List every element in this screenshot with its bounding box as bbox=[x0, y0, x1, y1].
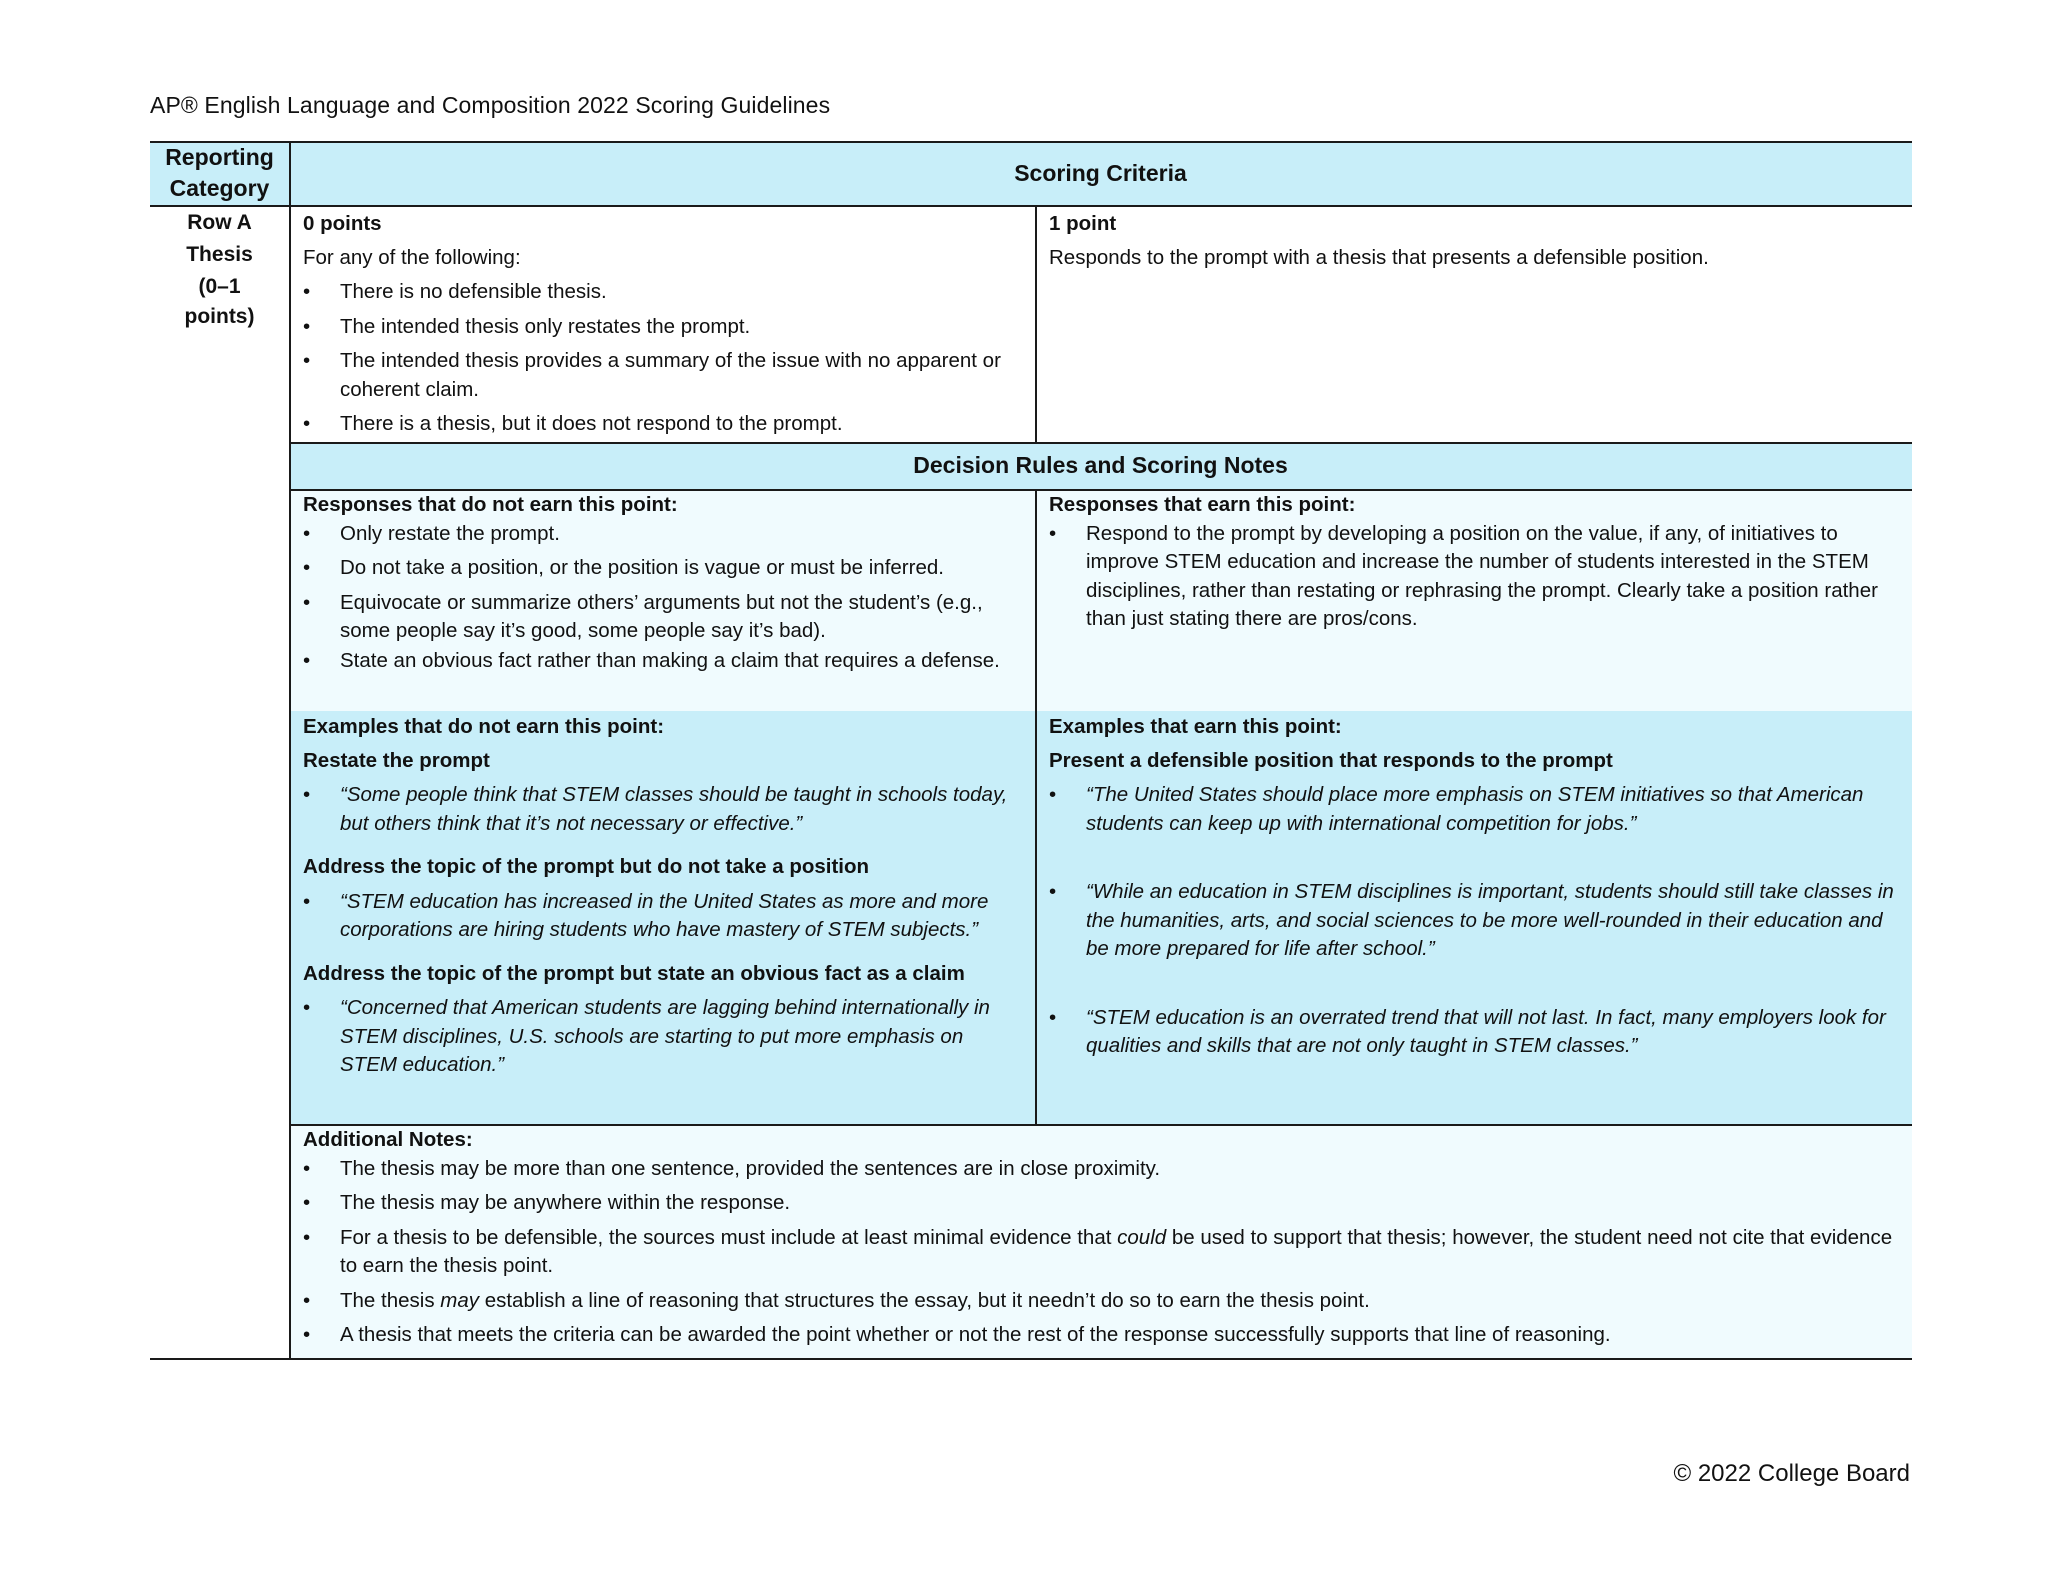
earn-cell bbox=[1035, 489, 1912, 711]
table-bottom-border bbox=[150, 1358, 1912, 1360]
additional-notes-list bbox=[303, 1155, 1899, 1350]
scoring-table bbox=[150, 141, 1912, 1359]
examples-earn-heading: Present a defensible position that responds to the prompt bbox=[1049, 748, 1613, 772]
zero-points-item: • There is no defensible thesis. bbox=[303, 278, 1022, 307]
row-label-points-2: points) bbox=[184, 305, 255, 328]
zero-points-list bbox=[303, 278, 1022, 439]
example-quote: • “The United States should place more emphasis on STEM initiatives so that American students can keep up with international competition for jobs.” bbox=[1049, 781, 1899, 838]
header-bottom-border bbox=[150, 205, 1912, 207]
example-group-heading: Restate the prompt bbox=[303, 748, 490, 772]
not-earn-title: Responses that do not earn this point: bbox=[303, 493, 678, 516]
decision-column-divider bbox=[1035, 489, 1037, 1124]
note-emphasis: may bbox=[440, 1288, 480, 1312]
reporting-category-header bbox=[150, 141, 289, 205]
examples-bottom-border bbox=[289, 1124, 1912, 1126]
zero-points-intro: For any of the following: bbox=[303, 245, 521, 269]
example-quote: • “Some people think that STEM classes should be taught in schools today, but others think that it’s not necessary or effective.” bbox=[303, 781, 1022, 838]
zero-points-cell bbox=[289, 205, 1035, 442]
not-earn-item: • State an obvious fact rather than making a claim that requires a defense. bbox=[303, 647, 1022, 676]
zero-points-item: • There is a thesis, but it does not respond to the prompt. bbox=[303, 410, 1022, 439]
one-point-text: Responds to the prompt with a thesis that presents a defensible position. bbox=[1049, 245, 1709, 269]
row-label-points-1: (0–1 bbox=[198, 275, 241, 298]
additional-notes-title: Additional Notes: bbox=[303, 1128, 473, 1151]
row-label-name: Thesis bbox=[186, 243, 253, 266]
additional-notes-cell bbox=[289, 1124, 1912, 1359]
examples-earn-list bbox=[1049, 781, 1899, 1061]
zero-points-item: • The intended thesis only restates the prompt. bbox=[303, 313, 1022, 342]
one-point-title: 1 point bbox=[1049, 212, 1117, 235]
zero-points-title: 0 points bbox=[303, 212, 382, 235]
example-quote: • “While an education in STEM disciplines is important, students should still take classes in the humanities, arts, and social sciences to be more well-rounded in their education and be more prepared for life after school.” bbox=[1049, 878, 1899, 964]
not-earn-cell bbox=[289, 489, 1035, 711]
category-divider bbox=[289, 141, 291, 1359]
example-group-list bbox=[303, 888, 1022, 945]
not-earn-list bbox=[303, 520, 1022, 676]
page-footer: © 2022 College Board bbox=[1673, 1460, 1910, 1487]
example-group-heading: Address the topic of the prompt but do not take a position bbox=[303, 855, 870, 878]
earn-item: • Respond to the prompt by developing a position on the value, if any, of initiatives to improve STEM education and increase the number of students interested in the STEM disciplines, rather than restating or rephrasing the prompt. Clearly take a position rather than just stating there are pros/cons. bbox=[1049, 520, 1899, 634]
example-quote: • “STEM education is an overrated trend that will not last. In fact, many employers look for qualities and skills that are not only taught in STEM classes.” bbox=[1049, 1004, 1899, 1061]
examples-not-earn-cell bbox=[289, 711, 1035, 1124]
decision-header-bottom-border bbox=[289, 489, 1912, 491]
example-group-list bbox=[303, 781, 1022, 838]
criteria-bottom-border bbox=[289, 442, 1912, 444]
earn-title: Responses that earn this point: bbox=[1049, 493, 1356, 516]
examples-not-earn-title: Examples that do not earn this point: bbox=[303, 715, 665, 738]
zero-points-item: • The intended thesis provides a summary of the issue with no apparent or coherent claim. bbox=[303, 347, 1022, 404]
decision-rules-header-text: Decision Rules and Scoring Notes bbox=[913, 452, 1288, 478]
earn-list bbox=[1049, 520, 1899, 634]
not-earn-item: • Only restate the prompt. bbox=[303, 520, 1022, 549]
additional-note bbox=[303, 1224, 1899, 1281]
additional-note: • The thesis may be more than one sentence, provided the sentences are in close proximity. bbox=[303, 1155, 1899, 1184]
example-group-heading: Address the topic of the prompt but state an obvious fact as a claim bbox=[303, 961, 965, 985]
criteria-column-divider bbox=[1035, 205, 1037, 442]
examples-earn-title: Examples that earn this point: bbox=[1049, 715, 1342, 738]
reporting-category-header-text: Reporting Category bbox=[165, 144, 274, 201]
row-label-id: Row A bbox=[187, 211, 252, 234]
additional-note: • The thesis may be anywhere within the response. bbox=[303, 1189, 1899, 1218]
note-emphasis: could bbox=[1117, 1225, 1167, 1249]
note-text: For a thesis to be defensible, the sources must include at least minimal evidence that bbox=[340, 1225, 1118, 1249]
scoring-criteria-header bbox=[289, 141, 1912, 205]
not-earn-item: • Do not take a position, or the position is vague or must be inferred. bbox=[303, 554, 1022, 583]
additional-note bbox=[303, 1287, 1899, 1316]
example-group-list bbox=[303, 994, 1022, 1080]
row-label bbox=[150, 205, 289, 405]
page-header: AP® English Language and Composition 2022 Scoring Guidelines bbox=[150, 92, 831, 118]
scoring-criteria-header-text: Scoring Criteria bbox=[1014, 159, 1187, 186]
additional-note: • A thesis that meets the criteria can be awarded the point whether or not the rest of the response successfully supports that line of reasoning. bbox=[303, 1321, 1899, 1350]
note-text: establish a line of reasoning that structures the essay, but it needn’t do so to earn the thesis point. bbox=[479, 1288, 1370, 1312]
decision-rules-header bbox=[289, 442, 1912, 489]
table-top-border bbox=[150, 141, 1912, 143]
note-text: The thesis bbox=[340, 1288, 441, 1312]
example-quote: • “Concerned that American students are lagging behind internationally in STEM disciplines, U.S. schools are starting to put more emphasis on STEM education.” bbox=[303, 994, 1022, 1080]
note-text: be used to support that thesis; however, the student need not cite that evidence to earn the thesis point. bbox=[340, 1225, 1893, 1277]
one-point-cell bbox=[1035, 205, 1912, 442]
example-quote: • “STEM education has increased in the United States as more and more corporations are hiring students who have mastery of STEM subjects.” bbox=[303, 888, 1022, 945]
examples-earn-cell bbox=[1035, 711, 1912, 1124]
not-earn-item: • Equivocate or summarize others’ arguments but not the student’s (e.g., some people say it’s good, some people say it’s bad). bbox=[303, 589, 1022, 646]
